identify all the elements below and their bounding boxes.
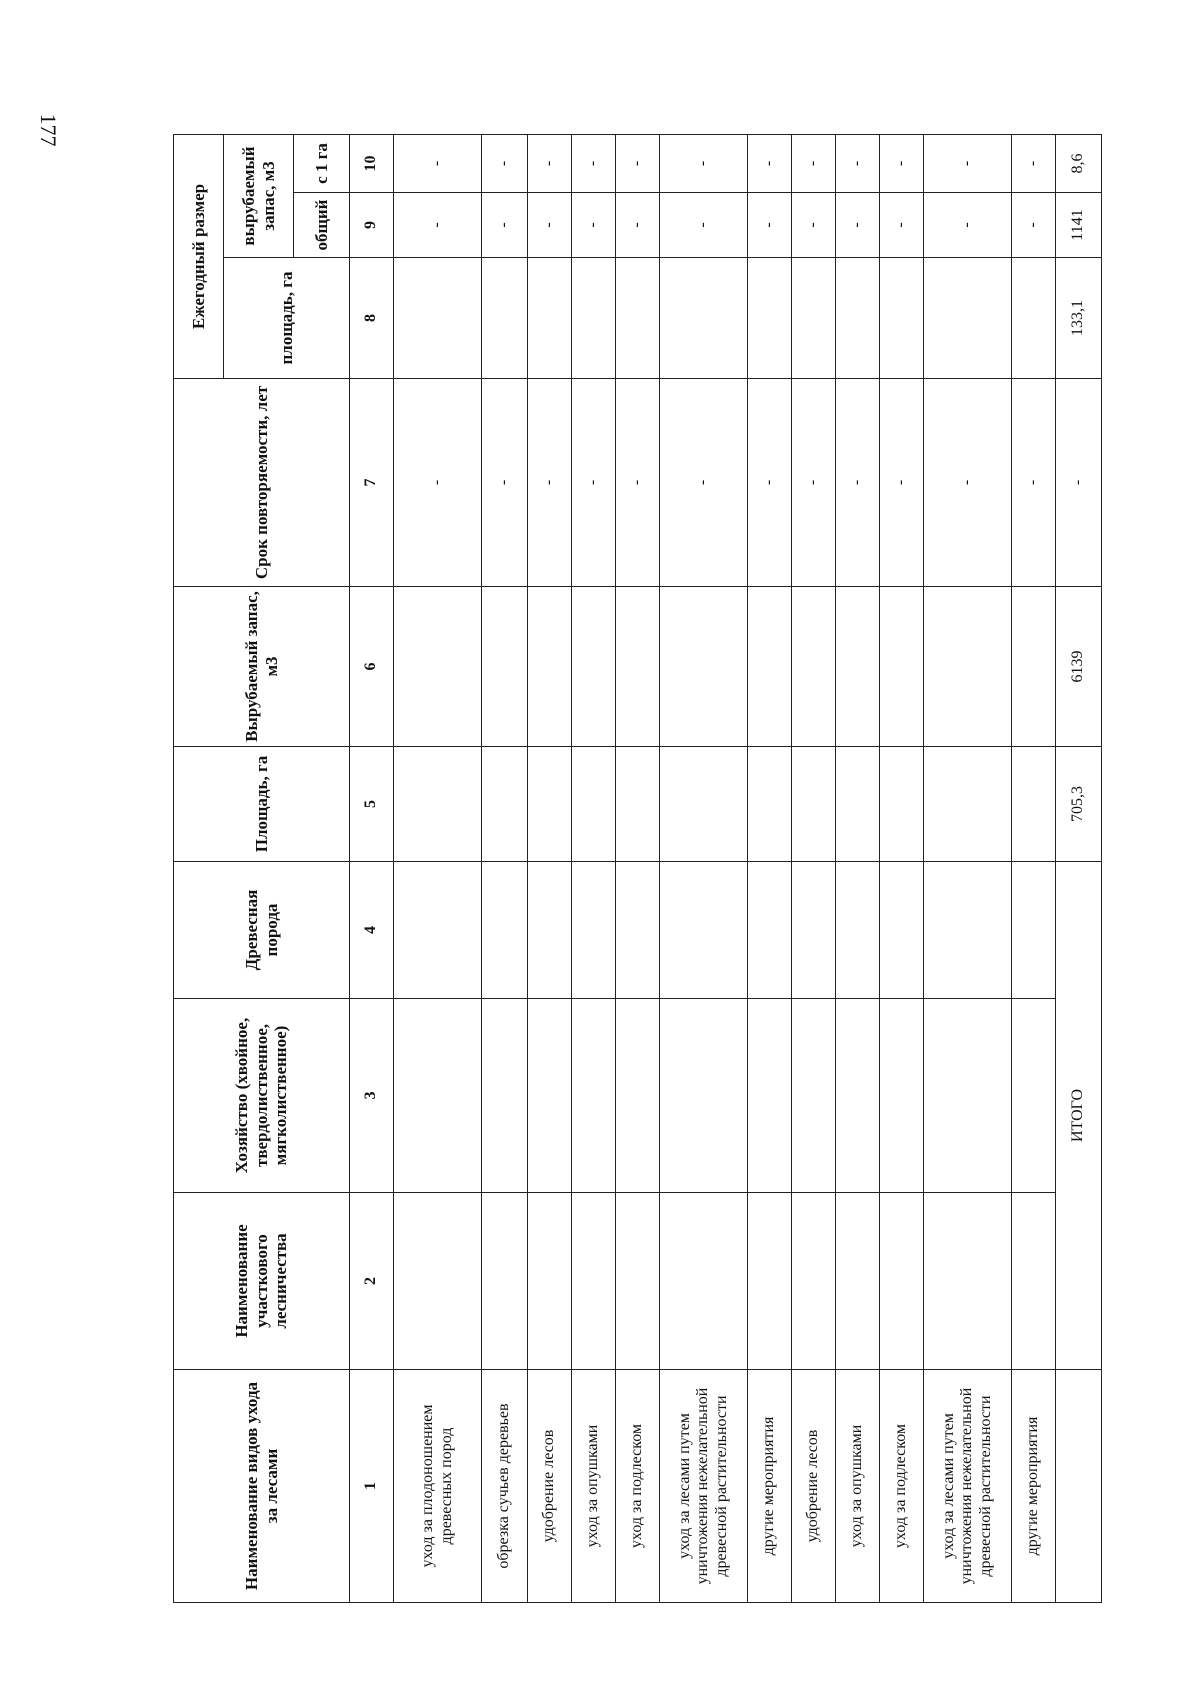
header-harvest-stock: Вырубаемый запас, м3 <box>174 587 350 747</box>
annual-area-cell <box>528 258 572 379</box>
care-type-cell: уход за плодоношением древесных пород <box>394 1370 482 1603</box>
annual-total-cell: - <box>1012 193 1056 258</box>
total-area: 705,3 <box>1056 747 1102 862</box>
annual-total-cell: - <box>836 193 880 258</box>
area-cell <box>482 747 528 862</box>
annual-area-cell <box>482 258 528 379</box>
annual-per-ha-cell: - <box>482 134 528 192</box>
economy-cell <box>394 999 482 1193</box>
district-cell <box>880 1193 924 1370</box>
area-cell <box>880 747 924 862</box>
period-cell: - <box>528 379 572 587</box>
header-annual-size: Ежегодный размер <box>174 134 224 378</box>
period-cell: - <box>1012 379 1056 587</box>
annual-per-ha-cell: - <box>394 134 482 192</box>
stock-cell <box>748 587 792 747</box>
annual-per-ha-cell: - <box>528 134 572 192</box>
total-empty-cell <box>1056 1370 1102 1603</box>
table-row <box>880 134 924 1602</box>
district-cell <box>482 1193 528 1370</box>
header-annual-per-ha: с 1 га <box>294 134 350 192</box>
district-cell <box>616 1193 660 1370</box>
economy-cell <box>660 999 748 1193</box>
area-cell <box>660 747 748 862</box>
economy-cell <box>572 999 616 1193</box>
district-cell <box>924 1193 1012 1370</box>
care-type-cell: другие мероприятия <box>748 1370 792 1603</box>
total-annual-area: 133,1 <box>1056 258 1102 379</box>
header-area: Площадь, га <box>174 747 350 862</box>
header-annual-stock: вырубаемый запас, м3 <box>224 134 294 257</box>
table-row <box>1012 134 1056 1602</box>
annual-per-ha-cell: - <box>1012 134 1056 192</box>
column-number: 1 <box>350 1370 394 1603</box>
annual-area-cell <box>748 258 792 379</box>
species-cell <box>748 862 792 999</box>
total-stock: 6139 <box>1056 587 1102 747</box>
stock-cell <box>616 587 660 747</box>
table-row <box>616 134 660 1602</box>
species-cell <box>394 862 482 999</box>
care-type-cell: уход за подлеском <box>880 1370 924 1603</box>
annual-total-cell: - <box>660 193 748 258</box>
care-type-cell: уход за лесами путем уничтожения нежелательной древесной растительности <box>660 1370 748 1603</box>
annual-area-cell <box>572 258 616 379</box>
annual-per-ha-cell: - <box>880 134 924 192</box>
district-cell <box>836 1193 880 1370</box>
stock-cell <box>792 587 836 747</box>
area-cell <box>836 747 880 862</box>
total-period: - <box>1056 379 1102 587</box>
annual-area-cell <box>660 258 748 379</box>
period-cell: - <box>394 379 482 587</box>
annual-total-cell: - <box>792 193 836 258</box>
care-type-cell: уход за подлеском <box>616 1370 660 1603</box>
annual-per-ha-cell: - <box>748 134 792 192</box>
header-repeat-period: Срок повторяемости, лет <box>174 379 350 587</box>
care-type-cell: удобрение лесов <box>792 1370 836 1603</box>
column-number: 9 <box>350 193 394 258</box>
table-row <box>394 134 482 1602</box>
stock-cell <box>572 587 616 747</box>
total-label: ИТОГО <box>1056 862 1102 1370</box>
annual-total-cell: - <box>924 193 1012 258</box>
district-cell <box>660 1193 748 1370</box>
area-cell <box>616 747 660 862</box>
stock-cell <box>836 587 880 747</box>
header-economy-type: Хозяйство (хвойное, твердолиственное, мягколиственное) <box>174 999 350 1193</box>
period-cell: - <box>792 379 836 587</box>
economy-cell <box>748 999 792 1193</box>
care-type-cell: уход за опушками <box>572 1370 616 1603</box>
total-annual-per-ha: 8,6 <box>1056 134 1102 192</box>
table-row <box>660 134 748 1602</box>
annual-total-cell: - <box>572 193 616 258</box>
area-cell <box>528 747 572 862</box>
annual-per-ha-cell: - <box>792 134 836 192</box>
annual-total-cell: - <box>482 193 528 258</box>
economy-cell <box>880 999 924 1193</box>
care-type-cell: обрезка сучьев деревьев <box>482 1370 528 1603</box>
forest-care-table-wrapper <box>173 135 1087 1603</box>
annual-area-cell <box>792 258 836 379</box>
table-row <box>836 134 880 1602</box>
annual-area-cell <box>394 258 482 379</box>
area-cell <box>572 747 616 862</box>
total-row <box>1056 134 1102 1602</box>
table-row <box>482 134 528 1602</box>
period-cell: - <box>482 379 528 587</box>
column-number: 5 <box>350 747 394 862</box>
economy-cell <box>836 999 880 1193</box>
district-cell <box>748 1193 792 1370</box>
care-type-cell: уход за опушками <box>836 1370 880 1603</box>
table-row <box>528 134 572 1602</box>
column-number: 8 <box>350 258 394 379</box>
species-cell <box>836 862 880 999</box>
annual-total-cell: - <box>880 193 924 258</box>
annual-area-cell <box>836 258 880 379</box>
economy-cell <box>528 999 572 1193</box>
species-cell <box>482 862 528 999</box>
annual-area-cell <box>1012 258 1056 379</box>
column-number: 6 <box>350 587 394 747</box>
annual-total-cell: - <box>528 193 572 258</box>
table-row <box>924 134 1012 1602</box>
district-cell <box>394 1193 482 1370</box>
column-number: 7 <box>350 379 394 587</box>
table-row <box>792 134 836 1602</box>
annual-per-ha-cell: - <box>836 134 880 192</box>
area-cell <box>924 747 1012 862</box>
stock-cell <box>528 587 572 747</box>
annual-area-cell <box>880 258 924 379</box>
column-number: 4 <box>350 862 394 999</box>
period-cell: - <box>660 379 748 587</box>
annual-per-ha-cell: - <box>616 134 660 192</box>
period-cell: - <box>836 379 880 587</box>
column-number: 10 <box>350 134 394 192</box>
annual-per-ha-cell: - <box>660 134 748 192</box>
district-cell <box>792 1193 836 1370</box>
area-cell <box>394 747 482 862</box>
care-type-cell: другие мероприятия <box>1012 1370 1056 1603</box>
species-cell <box>924 862 1012 999</box>
period-cell: - <box>880 379 924 587</box>
area-cell <box>1012 747 1056 862</box>
stock-cell <box>924 587 1012 747</box>
annual-per-ha-cell: - <box>572 134 616 192</box>
period-cell: - <box>924 379 1012 587</box>
economy-cell <box>924 999 1012 1193</box>
stock-cell <box>482 587 528 747</box>
economy-cell <box>792 999 836 1193</box>
table-row <box>748 134 792 1602</box>
column-number-row <box>350 134 394 1602</box>
header-care-type: Наименование видов ухода за лесами <box>174 1370 350 1603</box>
species-cell <box>528 862 572 999</box>
period-cell: - <box>748 379 792 587</box>
annual-area-cell <box>924 258 1012 379</box>
period-cell: - <box>572 379 616 587</box>
care-type-cell: уход за лесами путем уничтожения нежелательной древесной растительности <box>924 1370 1012 1603</box>
area-cell <box>792 747 836 862</box>
district-cell <box>528 1193 572 1370</box>
stock-cell <box>394 587 482 747</box>
care-type-cell: удобрение лесов <box>528 1370 572 1603</box>
header-forestry-district: Наименование участкового лесничества <box>174 1193 350 1370</box>
species-cell <box>880 862 924 999</box>
stock-cell <box>660 587 748 747</box>
header-row <box>174 134 224 1602</box>
annual-per-ha-cell: - <box>924 134 1012 192</box>
stock-cell <box>1012 587 1056 747</box>
forest-care-table <box>173 134 1102 1603</box>
district-cell <box>1012 1193 1056 1370</box>
species-cell <box>660 862 748 999</box>
period-cell: - <box>616 379 660 587</box>
economy-cell <box>1012 999 1056 1193</box>
economy-cell <box>482 999 528 1193</box>
column-number: 3 <box>350 999 394 1193</box>
species-cell <box>616 862 660 999</box>
annual-total-cell: - <box>748 193 792 258</box>
area-cell <box>748 747 792 862</box>
header-annual-area: площадь, га <box>224 258 350 379</box>
annual-total-cell: - <box>616 193 660 258</box>
column-number: 2 <box>350 1193 394 1370</box>
species-cell <box>1012 862 1056 999</box>
table-row <box>572 134 616 1602</box>
species-cell <box>572 862 616 999</box>
economy-cell <box>616 999 660 1193</box>
header-tree-species: Древесная порода <box>174 862 350 999</box>
page-number: 177 <box>36 113 61 147</box>
district-cell <box>572 1193 616 1370</box>
species-cell <box>792 862 836 999</box>
annual-area-cell <box>616 258 660 379</box>
annual-total-cell: - <box>394 193 482 258</box>
total-annual-stock: 1141 <box>1056 193 1102 258</box>
stock-cell <box>880 587 924 747</box>
header-annual-total: общий <box>294 193 350 258</box>
